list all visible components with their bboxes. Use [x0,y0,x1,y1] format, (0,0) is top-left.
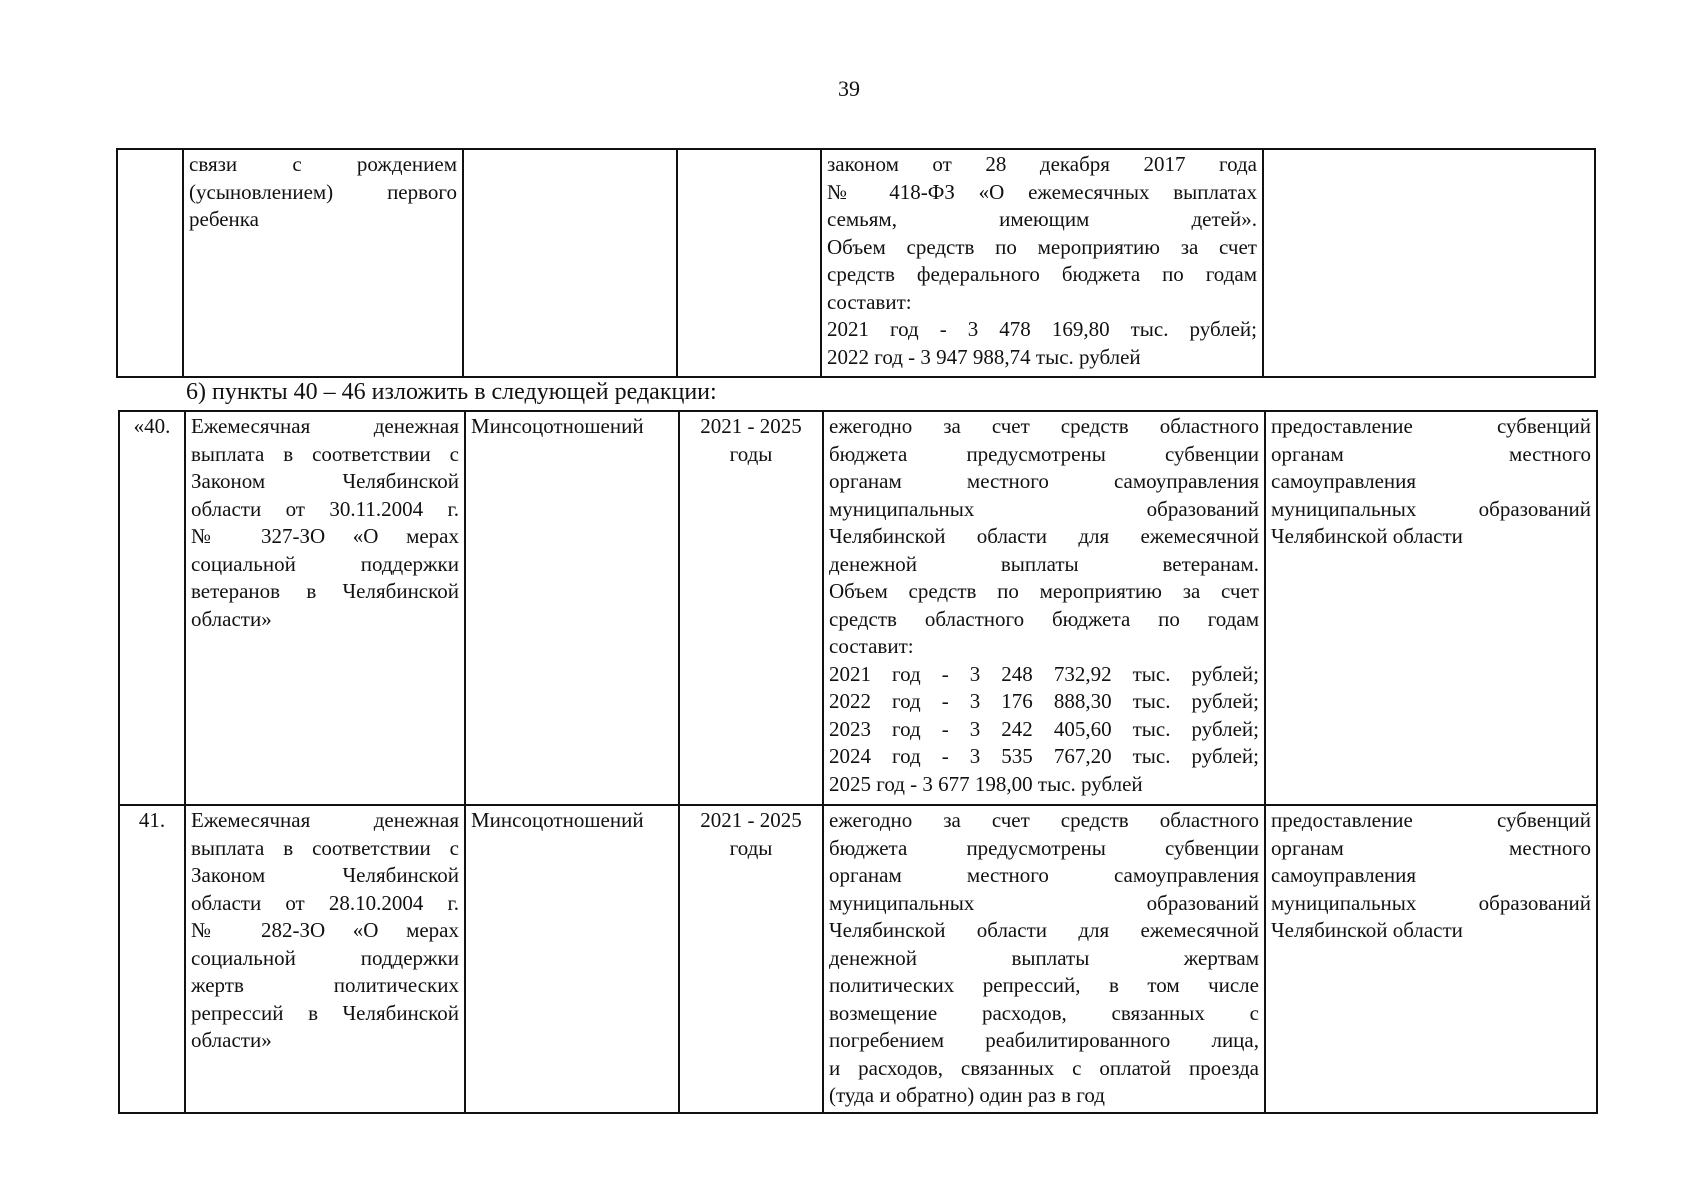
cell-line: денежной выплаты жертвам [829,945,1259,970]
cell-description [821,149,1263,377]
cell-executor: Минсоцотношений [465,805,679,1113]
cell-line: 2021 год - 3 248 732,92 тыс. рублей; [829,661,1259,686]
cell-line: законом от 28 декабря 2017 года [827,152,1257,176]
cell-line: годы [729,835,773,860]
measures-table [118,410,1598,1114]
cell-line: Объем средств по мероприятию за счет [829,579,1259,603]
cell-line: выплата в соответствии с [191,835,459,860]
cell-line: самоуправления [1271,469,1417,493]
cell-period [677,149,821,377]
cell-line: семьям, имеющим детей». [827,207,1257,231]
cell-line: Законом Челябинской [191,863,459,887]
cell-line: 2025 год - 3 677 198,00 тыс. рублей [829,771,1143,796]
cell-line: средств федерального бюджета по годам [827,262,1257,286]
cell-line: Ежемесячная денежная [191,808,459,832]
cell-number [117,149,183,377]
cell-executor: Минсоцотношений [465,411,679,805]
cell-line: муниципальных образований [1271,890,1591,915]
cell-name [183,149,463,377]
cell-description [823,805,1265,1113]
cell-line: (туда и обратно) один раз в год [829,1083,1105,1107]
cell-line: годы [729,441,773,466]
cell-name [185,805,465,1113]
cell-line: погребением реабилитированного лица, [829,1028,1259,1052]
cell-line: № 327-ЗО «О мерах [191,524,459,548]
cell-line: области» [191,1028,272,1052]
cell-line: органам местного самоуправления [829,863,1259,887]
cell-line: муниципальных образований [829,496,1259,521]
cell-line: репрессий в Челябинской [191,1000,459,1025]
cell-line: предоставление субвенций [1271,808,1591,832]
cell-line: и расходов, связанных с оплатой проезда [829,1055,1259,1080]
cell-line: Челябинской области [1271,918,1463,942]
cell-line: № 282-ЗО «О мерах [191,918,459,942]
cell-line: денежной выплаты ветеранам. [829,551,1259,576]
cell-description [823,411,1265,805]
cell-name [185,411,465,805]
cell-line: (усыновлением) первого [189,179,457,204]
cell-line: области» [191,606,272,631]
cell-line: 2023 год - 3 242 405,60 тыс. рублей; [829,716,1259,741]
cell-line: политических репрессий, в том числе [829,973,1259,997]
cell-number: 41. [119,805,185,1113]
cell-result [1263,149,1595,377]
cell-line: Ежемесячная денежная [191,414,459,438]
cell-executor [463,149,677,377]
cell-line: органам местного [1271,835,1591,860]
cell-line: Челябинской области [1271,524,1463,548]
cell-line: 2021 год - 3 478 169,80 тыс. рублей; [827,317,1257,341]
cell-line: Объем средств по мероприятию за счет [827,234,1257,259]
cell-line: 2021 - 2025 [700,808,802,832]
cell-result [1265,411,1597,805]
cell-line: самоуправления [1271,863,1417,887]
cell-line: бюджета предусмотрены субвенции [829,835,1259,860]
cell-line: 2024 год - 3 535 767,20 тыс. рублей; [829,744,1259,768]
cell-line: возмещение расходов, связанных с [829,1000,1259,1025]
table-row [117,149,1595,377]
cell-line: составит: [827,289,912,314]
cell-line: ребенка [189,207,259,231]
cell-line: социальной поддержки [191,945,459,970]
table-row [119,805,1597,1113]
cell-line: Законом Челябинской [191,469,459,493]
cell-line: 2022 год - 3 947 988,74 тыс. рублей [827,344,1141,369]
cell-result [1265,805,1597,1113]
amendment-intro: 6) пункты 40 – 46 изложить в следующей редакции: [186,379,717,405]
cell-line: № 418-ФЗ «О ежемесячных выплатах [827,179,1257,204]
cell-line: социальной поддержки [191,551,459,576]
cell-line: предоставление субвенций [1271,414,1591,438]
page-number: 39 [838,76,860,101]
cell-line: жертв политических [191,973,459,997]
cell-line: ветеранов в Челябинской [191,579,459,603]
cell-line: ежегодно за счет средств областного [829,414,1259,438]
cell-line: органам местного [1271,441,1591,466]
cell-line: ежегодно за счет средств областного [829,808,1259,832]
cell-number: «40. [119,411,185,805]
cell-line: выплата в соответствии с [191,441,459,466]
cell-line: Челябинской области для ежемесячной [829,524,1259,548]
cell-line: средств областного бюджета по годам [829,606,1259,631]
cell-line: области от 28.10.2004 г. [191,890,459,915]
cell-line: 2022 год - 3 176 888,30 тыс. рублей; [829,689,1259,713]
cell-line: области от 30.11.2004 г. [191,496,459,521]
cell-line: муниципальных образований [1271,496,1591,521]
continuation-table [116,148,1596,378]
cell-line: муниципальных образований [829,890,1259,915]
cell-period [679,411,823,805]
cell-line: 2021 - 2025 [700,414,802,438]
cell-line: бюджета предусмотрены субвенции [829,441,1259,466]
cell-line: органам местного самоуправления [829,469,1259,493]
table-row [119,411,1597,805]
cell-line: связи с рождением [189,152,457,176]
cell-line: составит: [829,634,914,658]
cell-period [679,805,823,1113]
cell-line: Челябинской области для ежемесячной [829,918,1259,942]
